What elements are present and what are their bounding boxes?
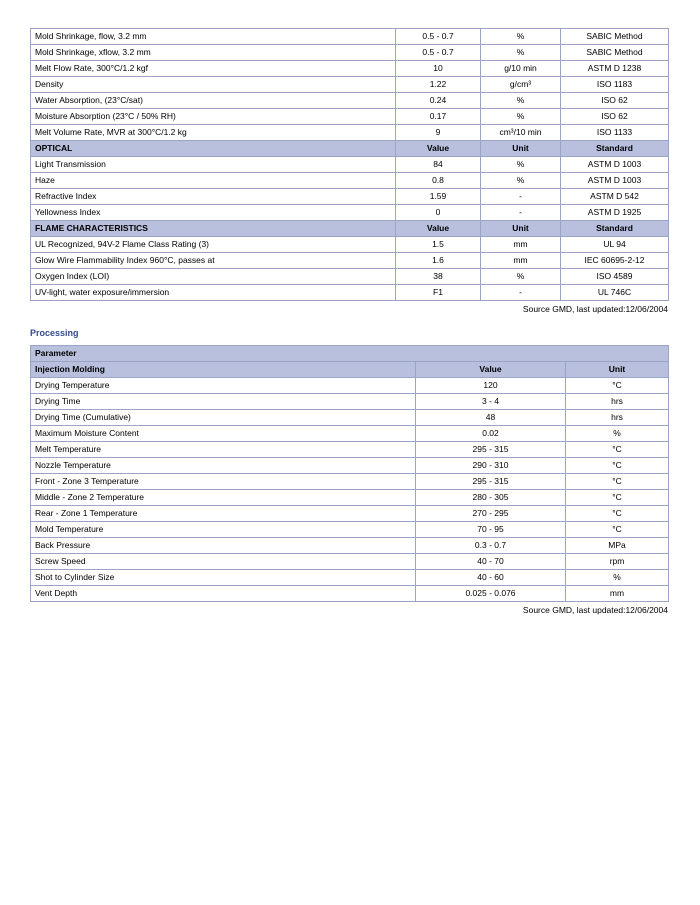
property-unit: - <box>481 205 561 221</box>
parameter-value: 40 - 70 <box>416 554 566 570</box>
property-unit: g/10 min <box>481 61 561 77</box>
parameter-name: Drying Time (Cumulative) <box>31 410 416 426</box>
parameter-unit: °C <box>566 378 669 394</box>
parameter-name: Shot to Cylinder Size <box>31 570 416 586</box>
processing-table-body <box>31 346 669 602</box>
property-value: 1.59 <box>396 189 481 205</box>
section-header-optical <box>31 141 669 157</box>
property-unit: % <box>481 109 561 125</box>
table-row <box>31 173 669 189</box>
parameter-unit: °C <box>566 506 669 522</box>
property-name: Mold Shrinkage, xflow, 3.2 mm <box>31 45 396 61</box>
parameter-value: 295 - 315 <box>416 442 566 458</box>
column-header-unit: Unit <box>566 362 669 378</box>
column-header-injection-molding: Injection Molding <box>31 362 416 378</box>
property-name: UL Recognized, 94V-2 Flame Class Rating (3) <box>31 237 396 253</box>
table-row <box>31 61 669 77</box>
parameter-value: 40 - 60 <box>416 570 566 586</box>
table-row <box>31 538 669 554</box>
parameter-name: Nozzle Temperature <box>31 458 416 474</box>
property-standard: ISO 4589 <box>561 269 669 285</box>
parameter-unit: hrs <box>566 394 669 410</box>
parameter-unit: rpm <box>566 554 669 570</box>
table-row <box>31 45 669 61</box>
table-row <box>31 189 669 205</box>
parameter-value: 0.025 - 0.076 <box>416 586 566 602</box>
property-value: F1 <box>396 285 481 301</box>
table-row <box>31 253 669 269</box>
parameter-unit: % <box>566 570 669 586</box>
parameter-unit: °C <box>566 474 669 490</box>
table-row <box>31 426 669 442</box>
property-value: 0.24 <box>396 93 481 109</box>
table-row <box>31 125 669 141</box>
processing-section-title: Processing <box>30 328 79 338</box>
property-value: 10 <box>396 61 481 77</box>
property-standard: ASTM D 542 <box>561 189 669 205</box>
parameter-unit: % <box>566 426 669 442</box>
parameter-name: Maximum Moisture Content <box>31 426 416 442</box>
property-standard: SABIC Method <box>561 29 669 45</box>
document-page <box>30 28 668 615</box>
table-row <box>31 522 669 538</box>
column-header-value: Value <box>396 141 481 157</box>
property-unit: mm <box>481 253 561 269</box>
parameter-name: Drying Time <box>31 394 416 410</box>
property-name: Melt Volume Rate, MVR at 300°C/1.2 kg <box>31 125 396 141</box>
property-unit: % <box>481 93 561 109</box>
table-row <box>31 378 669 394</box>
property-standard: ISO 1133 <box>561 125 669 141</box>
parameter-name: Melt Temperature <box>31 442 416 458</box>
parameter-unit: °C <box>566 442 669 458</box>
table-row <box>31 237 669 253</box>
property-name: Mold Shrinkage, flow, 3.2 mm <box>31 29 396 45</box>
property-name: Moisture Absorption (23°C / 50% RH) <box>31 109 396 125</box>
table-row <box>31 109 669 125</box>
property-name: Glow Wire Flammability Index 960°C, passes at <box>31 253 396 269</box>
column-header-value: Value <box>416 362 566 378</box>
property-standard: IEC 60695-2-12 <box>561 253 669 269</box>
parameter-name: Drying Temperature <box>31 378 416 394</box>
property-name: Refractive Index <box>31 189 396 205</box>
column-header-standard: Standard <box>561 141 669 157</box>
parameter-name: Rear - Zone 1 Temperature <box>31 506 416 522</box>
table-row <box>31 93 669 109</box>
table-row <box>31 205 669 221</box>
property-value: 0 <box>396 205 481 221</box>
properties-table <box>30 28 669 301</box>
property-name: Melt Flow Rate, 300°C/1.2 kgf <box>31 61 396 77</box>
parameter-unit: °C <box>566 490 669 506</box>
property-value: 0.5 - 0.7 <box>396 45 481 61</box>
properties-table-source: Source GMD, last updated:12/06/2004 <box>522 304 668 314</box>
property-value: 0.8 <box>396 173 481 189</box>
processing-table <box>30 345 669 602</box>
property-standard: UL 746C <box>561 285 669 301</box>
property-name: Density <box>31 77 396 93</box>
property-name: UV-light, water exposure/immersion <box>31 285 396 301</box>
property-standard: ISO 62 <box>561 109 669 125</box>
property-unit: - <box>481 189 561 205</box>
parameter-name: Front - Zone 3 Temperature <box>31 474 416 490</box>
property-value: 9 <box>396 125 481 141</box>
parameter-value: 0.02 <box>416 426 566 442</box>
property-unit: - <box>481 285 561 301</box>
parameter-value: 3 - 4 <box>416 394 566 410</box>
column-header-standard: Standard <box>561 221 669 237</box>
table-row <box>31 77 669 93</box>
table-row <box>31 269 669 285</box>
property-unit: % <box>481 269 561 285</box>
parameter-name: Screw Speed <box>31 554 416 570</box>
table-row <box>31 586 669 602</box>
table-row <box>31 394 669 410</box>
property-name: Water Absorption, (23°C/sat) <box>31 93 396 109</box>
property-standard: SABIC Method <box>561 45 669 61</box>
parameter-value: 48 <box>416 410 566 426</box>
property-unit: % <box>481 29 561 45</box>
parameter-unit: °C <box>566 458 669 474</box>
parameter-value: 290 - 310 <box>416 458 566 474</box>
property-standard: ASTM D 1238 <box>561 61 669 77</box>
property-standard: ASTM D 1003 <box>561 173 669 189</box>
property-value: 0.5 - 0.7 <box>396 29 481 45</box>
processing-table-source: Source GMD, last updated:12/06/2004 <box>522 605 668 615</box>
property-value: 1.22 <box>396 77 481 93</box>
section-title-optical: OPTICAL <box>31 141 396 157</box>
parameter-value: 295 - 315 <box>416 474 566 490</box>
column-header-unit: Unit <box>481 141 561 157</box>
table-row <box>31 570 669 586</box>
property-standard: ASTM D 1925 <box>561 205 669 221</box>
parameter-unit: hrs <box>566 410 669 426</box>
property-unit: mm <box>481 237 561 253</box>
property-standard: ISO 62 <box>561 93 669 109</box>
table-row <box>31 157 669 173</box>
parameter-name: Back Pressure <box>31 538 416 554</box>
property-value: 38 <box>396 269 481 285</box>
table-row <box>31 474 669 490</box>
parameter-unit: MPa <box>566 538 669 554</box>
column-header-value: Value <box>396 221 481 237</box>
table-row <box>31 490 669 506</box>
processing-column-header-row <box>31 362 669 378</box>
table-row <box>31 29 669 45</box>
section-header-flame <box>31 221 669 237</box>
parameter-name: Vent Depth <box>31 586 416 602</box>
property-unit: % <box>481 45 561 61</box>
property-unit: % <box>481 173 561 189</box>
processing-parameter-header-row <box>31 346 669 362</box>
property-value: 84 <box>396 157 481 173</box>
property-unit: % <box>481 157 561 173</box>
property-name: Oxygen Index (LOI) <box>31 269 396 285</box>
table-row <box>31 410 669 426</box>
processing-parameter-header: Parameter <box>31 346 669 362</box>
property-unit: cm³/10 min <box>481 125 561 141</box>
property-value: 0.17 <box>396 109 481 125</box>
property-standard: UL 94 <box>561 237 669 253</box>
table-row <box>31 458 669 474</box>
table-row <box>31 554 669 570</box>
property-name: Light Transmission <box>31 157 396 173</box>
property-standard: ASTM D 1003 <box>561 157 669 173</box>
table-row <box>31 285 669 301</box>
parameter-value: 120 <box>416 378 566 394</box>
column-header-unit: Unit <box>481 221 561 237</box>
parameter-value: 0.3 - 0.7 <box>416 538 566 554</box>
parameter-value: 280 - 305 <box>416 490 566 506</box>
parameter-value: 270 - 295 <box>416 506 566 522</box>
table-row <box>31 442 669 458</box>
parameter-name: Mold Temperature <box>31 522 416 538</box>
property-value: 1.6 <box>396 253 481 269</box>
parameter-unit: mm <box>566 586 669 602</box>
property-standard: ISO 1183 <box>561 77 669 93</box>
property-name: Yellowness Index <box>31 205 396 221</box>
parameter-unit: °C <box>566 522 669 538</box>
property-unit: g/cm³ <box>481 77 561 93</box>
properties-table-body <box>31 29 669 301</box>
property-value: 1.5 <box>396 237 481 253</box>
property-name: Haze <box>31 173 396 189</box>
parameter-value: 70 - 95 <box>416 522 566 538</box>
parameter-name: Middle - Zone 2 Temperature <box>31 490 416 506</box>
table-row <box>31 506 669 522</box>
section-title-flame: FLAME CHARACTERISTICS <box>31 221 396 237</box>
